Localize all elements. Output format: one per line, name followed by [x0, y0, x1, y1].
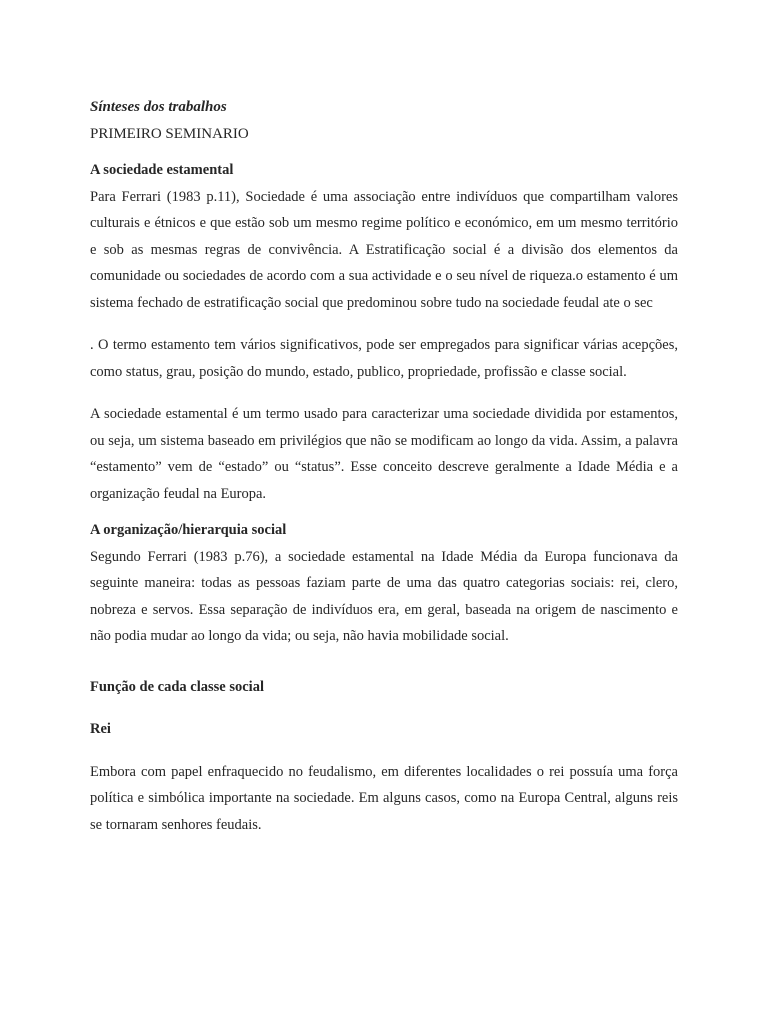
paragraph: . O termo estamento tem vários significativos, pode ser empregados para significar várias acepções, como status, grau, posição do mundo, estado, publico, propriedade, profissão e classe social.	[90, 337, 678, 380]
document-page	[90, 94, 678, 838]
document-title: PRIMEIRO SEMINARIO	[90, 125, 249, 142]
section-heading-funcao: Função de cada classe social	[90, 678, 264, 695]
paragraph: A sociedade estamental é um termo usado para caracterizar uma sociedade dividida por estamentos, ou seja, um sistema baseado em privilégios que não se modificam ao longo da vida. Assim, a palavra “estamento” vem de “estado” ou “status”. Esse conceito descreve geralmente a Idade Média e a organização feudal na Europa.	[90, 406, 678, 502]
paragraph: Segundo Ferrari (1983 p.76), a sociedade estamental na Idade Média da Europa funcionava da seguinte maneira: todas as pessoas faziam parte de uma das quatro categorias sociais: rei, clero, nobreza e servos. Essa separação de indivíduos era, em geral, baseada na origem de nascimento e não podia mudar ao longo da vida; ou seja, não havia mobilidade social.	[90, 548, 678, 644]
section-heading-rei: Rei	[90, 721, 111, 737]
document-subtitle: Sínteses dos trabalhos	[90, 99, 227, 115]
section-heading-organizacao: A organização/hierarquia social	[90, 522, 287, 538]
paragraph: Para Ferrari (1983 p.11), Sociedade é uma associação entre indivíduos que compartilham valores culturais e étnicos e que estão sob um mesmo regime político e económico, em um mesmo território e sob as mesmas regras de convivência. A Estratificação social é a divisão dos elementos da comunidade ou sociedades de acordo com a sua actividade e o seu nível de riqueza.o estamento é um sistema fechado de estratificação social que predominou sobre tudo na sociedade feudal ate o sec	[90, 188, 678, 311]
section-heading-estamental: A sociedade estamental	[90, 162, 234, 178]
paragraph: Embora com papel enfraquecido no feudalismo, em diferentes localidades o rei possuía uma força política e simbólica importante na sociedade. Em alguns casos, como na Europa Central, alguns reis se tornaram senhores feudais.	[90, 763, 678, 833]
